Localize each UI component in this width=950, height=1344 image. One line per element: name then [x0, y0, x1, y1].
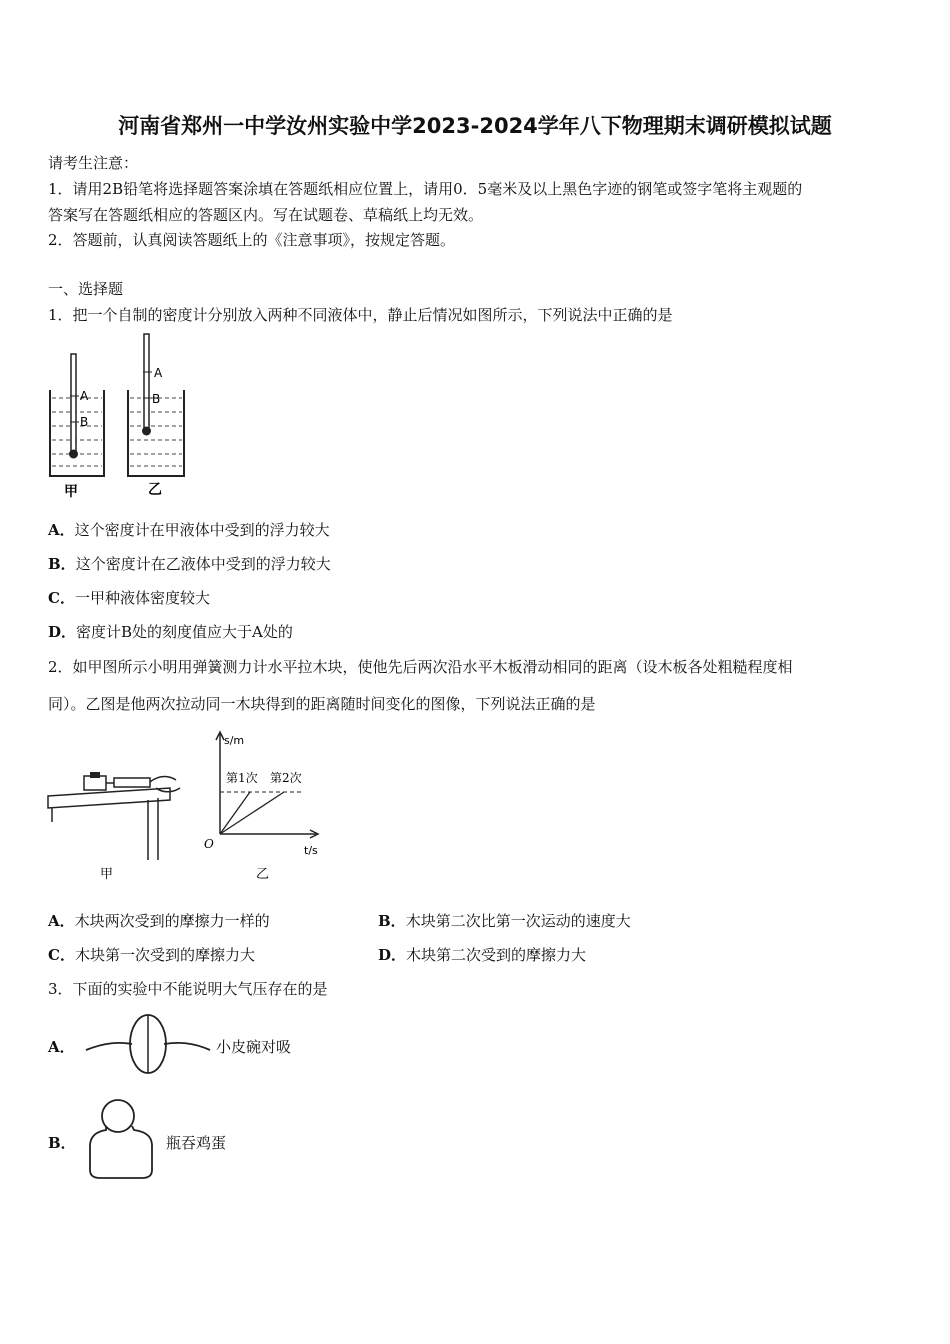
q2-option-d: D．木块第二次受到的摩擦力大	[378, 946, 587, 964]
q1-option-b: B．这个密度计在乙液体中受到的浮力较大	[48, 555, 331, 573]
series-2-line	[220, 792, 284, 834]
bottle-egg-figure	[86, 1098, 156, 1182]
section-heading: 一、选择题	[48, 280, 124, 298]
series-1-line	[220, 792, 250, 834]
q3-option-b-text: 瓶吞鸡蛋	[166, 1134, 227, 1152]
notice-item-1-cont: 答案写在答题纸相应的答题区内。写在试题卷、草稿纸上均无效。	[48, 206, 484, 224]
q1-option-a: A．这个密度计在甲液体中受到的浮力较大	[48, 521, 330, 539]
q1-option-c: C．一甲种液体密度较大	[48, 589, 210, 607]
hydrometer-jia	[71, 354, 76, 452]
mark-a-yi: A	[154, 366, 163, 380]
beaker-jia	[50, 390, 104, 476]
q1-option-d: D．密度计B处的刻度值应大于A处的	[48, 623, 293, 641]
y-axis-label: s/m	[224, 734, 245, 747]
q2-figure	[44, 722, 344, 886]
caption-yi: 乙	[148, 482, 162, 498]
mark-b-yi: B	[152, 392, 161, 406]
series-1-label: 第1次	[226, 771, 258, 785]
q3-option-b-label: B．	[48, 1134, 76, 1152]
table-drawing	[48, 788, 170, 860]
wood-block	[84, 776, 106, 790]
notice-heading: 请考生注意：	[48, 154, 139, 172]
series-2-label: 第2次	[270, 771, 302, 785]
q2-option-a: A．木块两次受到的摩擦力一样的	[48, 912, 270, 930]
caption-jia: 甲	[64, 484, 78, 500]
hydrometer-yi	[144, 334, 149, 430]
notice-item-1: 1．请用2B铅笔将选择题答案涂填在答题纸相应位置上，请用0．5毫米及以上黑色字迹的钢笔或签字笔将主观题的	[48, 180, 803, 198]
q2-stem-line2: 同）。乙图是他两次拉动同一木块得到的距离随时间变化的图像，下列说法正确的是	[48, 695, 596, 713]
mark-b-jia: B	[80, 415, 89, 429]
page-title: 河南省郑州一中学汝州实验中学2023-2024学年八下物理期末调研模拟试题	[118, 114, 832, 138]
q2-option-b: B．木块第二次比第一次运动的速度大	[378, 912, 631, 930]
q3-option-a-label: A．	[48, 1038, 75, 1056]
q1-figure	[44, 332, 194, 502]
x-axis-label: t/s	[304, 844, 318, 857]
q2-option-c: C．木块第一次受到的摩擦力大	[48, 946, 255, 964]
q3-stem: 3．下面的实验中不能说明大气压存在的是	[48, 980, 328, 998]
caption-jia-2: 甲	[100, 867, 114, 882]
suction-cups-figure	[84, 1012, 214, 1076]
mark-a-jia: A	[80, 389, 89, 403]
q2-stem-line1: 2．如甲图所示小明用弹簧测力计水平拉木块，使他先后两次沿水平木板滑动相同的距离（设木板各处粗糙程度相	[48, 658, 793, 676]
q1-stem: 1．把一个自制的密度计分别放入两种不同液体中，静止后情况如图所示，下列说法中正确的是	[48, 306, 673, 324]
caption-yi-2: 乙	[256, 867, 270, 882]
st-graph	[216, 732, 318, 838]
origin-label: O	[204, 837, 214, 851]
notice-item-2: 2．答题前，认真阅读答题纸上的《注意事项》，按规定答题。	[48, 231, 456, 249]
spring-scale	[114, 778, 150, 787]
q3-option-a-text: 小皮碗对吸	[216, 1038, 292, 1056]
